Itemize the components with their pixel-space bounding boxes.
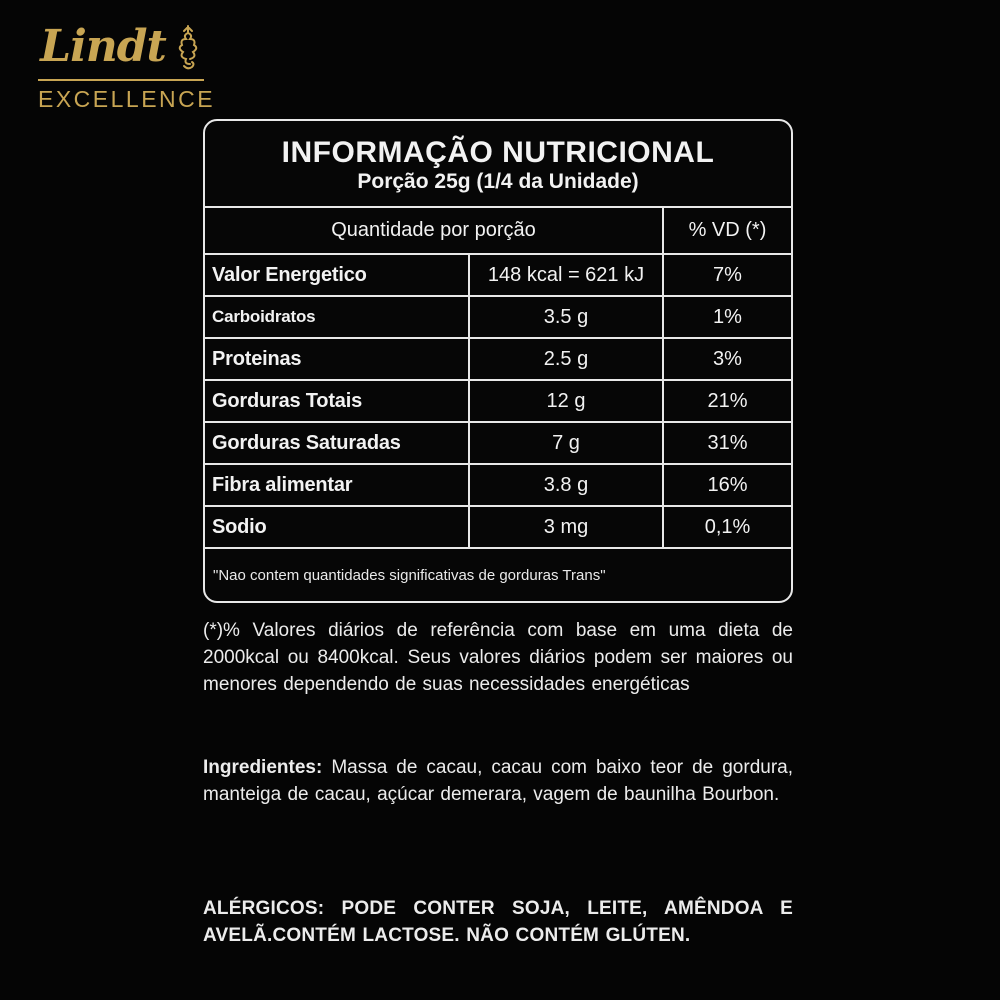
table-row-fiber — [205, 463, 791, 505]
table-row-protein — [205, 337, 791, 379]
ingredients-label: Ingredientes: — [203, 757, 323, 778]
nutrient-label: Gorduras Totais — [212, 389, 362, 412]
nutrient-dv: 3% — [662, 339, 791, 379]
nutrient-label: Gorduras Saturadas — [212, 431, 401, 454]
nutrient-label: Fibra alimentar — [212, 473, 353, 496]
nutrient-dv: 21% — [662, 381, 791, 421]
nutrient-amount: 3 mg — [468, 507, 662, 547]
nutrient-dv: 16% — [662, 465, 791, 505]
table-row-sodium — [205, 505, 791, 547]
table-header-row — [205, 206, 791, 253]
nutrient-dv: 31% — [662, 423, 791, 463]
table-title-block — [205, 121, 791, 206]
excellence-wordmark: EXCELLENCE — [38, 86, 216, 112]
table-title: INFORMAÇÃO NUTRICIONAL — [281, 136, 715, 169]
lindt-dragon-crest-icon — [172, 24, 204, 74]
table-row-saturated-fat — [205, 421, 791, 463]
nutrient-amount: 12 g — [468, 381, 662, 421]
nutrition-table — [203, 119, 793, 603]
nutrient-label: Proteinas — [212, 347, 302, 370]
nutrient-label: Valor Energetico — [212, 263, 367, 286]
nutrient-label: Sodio — [212, 515, 267, 538]
table-row-carbs — [205, 295, 791, 337]
table-row-total-fat — [205, 379, 791, 421]
table-row-energy — [205, 253, 791, 295]
table-subtitle: Porção 25g (1/4 da Unidade) — [357, 170, 639, 193]
brand-logo — [38, 21, 216, 112]
table-footnote: "Nao contem quantidades significativas de gorduras Trans" — [205, 547, 791, 601]
nutrient-amount: 3.8 g — [468, 465, 662, 505]
daily-values-note: (*)% Valores diários de referência com base em uma dieta de 2000kcal ou 8400kcal. Seus valores diários podem ser maiores ou menores dependendo de suas necessidades energéticas — [203, 620, 793, 695]
nutrient-dv: 7% — [662, 255, 791, 295]
column-header-dv: % VD (*) — [662, 208, 791, 253]
lindt-wordmark: Lindt — [40, 21, 166, 72]
logo-divider — [38, 79, 204, 81]
nutrient-amount: 3.5 g — [468, 297, 662, 337]
column-header-quantity: Quantidade por porção — [331, 219, 536, 241]
nutrient-amount: 148 kcal = 621 kJ — [468, 255, 662, 295]
nutrient-label: Carboidratos — [212, 307, 316, 326]
ingredients-paragraph — [203, 754, 793, 808]
nutrient-amount: 7 g — [468, 423, 662, 463]
nutrient-amount: 2.5 g — [468, 339, 662, 379]
logo-row — [38, 22, 206, 76]
ingredients-text: Massa de cacau, cacau com baixo teor de gordura, manteiga de cacau, açúcar demerara, vagem de baunilha Bourbon. — [203, 757, 793, 805]
nutrient-dv: 1% — [662, 297, 791, 337]
allergens-paragraph: ALÉRGICOS: PODE CONTER SOJA, LEITE, AMÊNDOA E AVELÃ.CONTÉM LACTOSE. NÃO CONTÉM GLÚTEN. — [203, 898, 793, 946]
nutrient-dv: 0,1% — [662, 507, 791, 547]
